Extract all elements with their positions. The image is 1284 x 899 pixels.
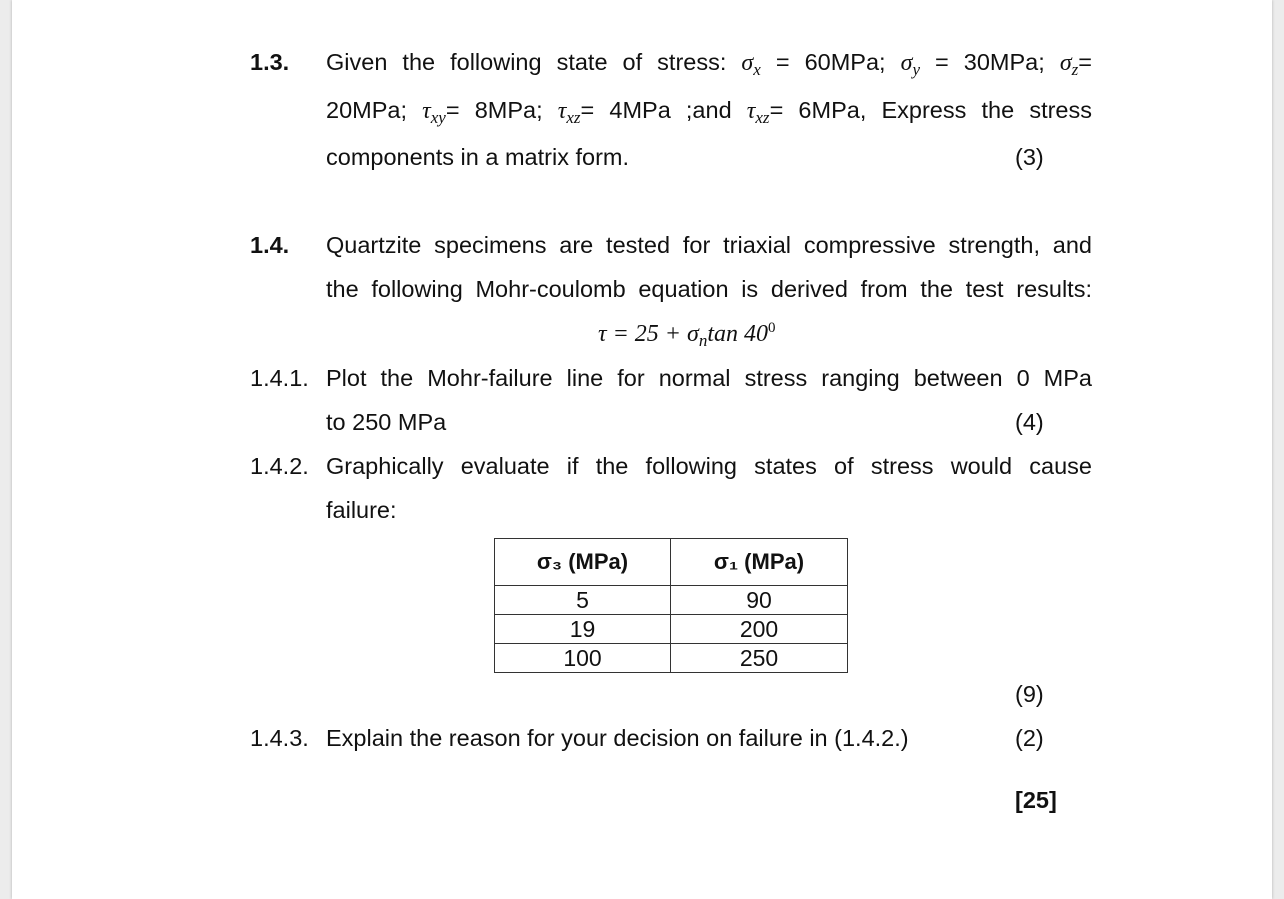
q14-line-2: the following Mohr-coulomb equation is derived from the test results:	[326, 276, 1092, 302]
q143-marks: (2)	[1015, 725, 1044, 751]
q13-line-3: components in a matrix form.	[326, 144, 629, 170]
q142-line-1: Graphically evaluate if the following states of stress would cause	[326, 453, 1092, 479]
tau-xz-2: $\tau_{xz}$	[746, 98, 770, 127]
question-number-1-4-3: 1.4.3.	[250, 725, 309, 751]
q142-marks: (9)	[1015, 681, 1044, 707]
table-cell: 90	[671, 586, 848, 615]
table-row	[495, 644, 848, 673]
sigma-z: $\sigma_z$	[1059, 50, 1079, 79]
table-row	[495, 615, 848, 644]
q142-line-2: failure:	[326, 497, 397, 523]
sigma-x: $\sigma_x$	[741, 50, 761, 79]
document-page	[12, 0, 1272, 899]
question-number-1-4-2: 1.4.2.	[250, 453, 309, 479]
mohr-coulomb-equation: $\tau = 25 + \sigma_n\tan$ $40^0$	[598, 320, 776, 350]
tau-xy: $\tau_{xy}$	[422, 98, 446, 127]
total-marks: [25]	[1015, 787, 1057, 813]
question-number-1-4-1: 1.4.1.	[250, 365, 309, 391]
q13-marks: (3)	[1015, 144, 1044, 170]
table-row	[495, 586, 848, 615]
table-cell: 5	[495, 586, 671, 615]
q141-line-1: Plot the Mohr-failure line for normal stress ranging between 0 MPa	[326, 365, 1092, 391]
table-cell: 200	[671, 615, 848, 644]
table-cell: 250	[671, 644, 848, 673]
q14-line-1: Quartzite specimens are tested for triaxial compressive strength, and	[326, 232, 1092, 258]
q141-line-2: to 250 MPa	[326, 409, 447, 435]
table-cell: 100	[495, 644, 671, 673]
table-header-row	[495, 539, 848, 586]
tau-xz: $\tau_{xz}$	[557, 98, 581, 127]
table-header-sigma3: σ₃ (MPa)	[495, 539, 671, 586]
table-cell: 19	[495, 615, 671, 644]
q13-line-1: Given the following state of stress: $\sigma_x = 60MPa$; $\sigma_y = 30MPa$; $\sigma_z=$	[326, 49, 1093, 79]
sigma-y: $\sigma_y$	[900, 50, 920, 79]
question-number-1-3: 1.3.	[250, 49, 290, 75]
q143-text: Explain the reason for your decision on failure in (1.4.2.)	[326, 725, 909, 751]
question-number-1-4: 1.4.	[250, 232, 290, 258]
table-header-sigma1: σ₁ (MPa)	[671, 539, 848, 586]
q13-line-2: 20MPa; $\tau_{xy}= 8MPa$; $\tau_{xz}= 4MPa$ ;and $\tau_{xz}= 6MPa$, Express the stress	[326, 97, 1092, 127]
q141-marks: (4)	[1015, 409, 1044, 435]
stress-states-table	[494, 538, 848, 673]
